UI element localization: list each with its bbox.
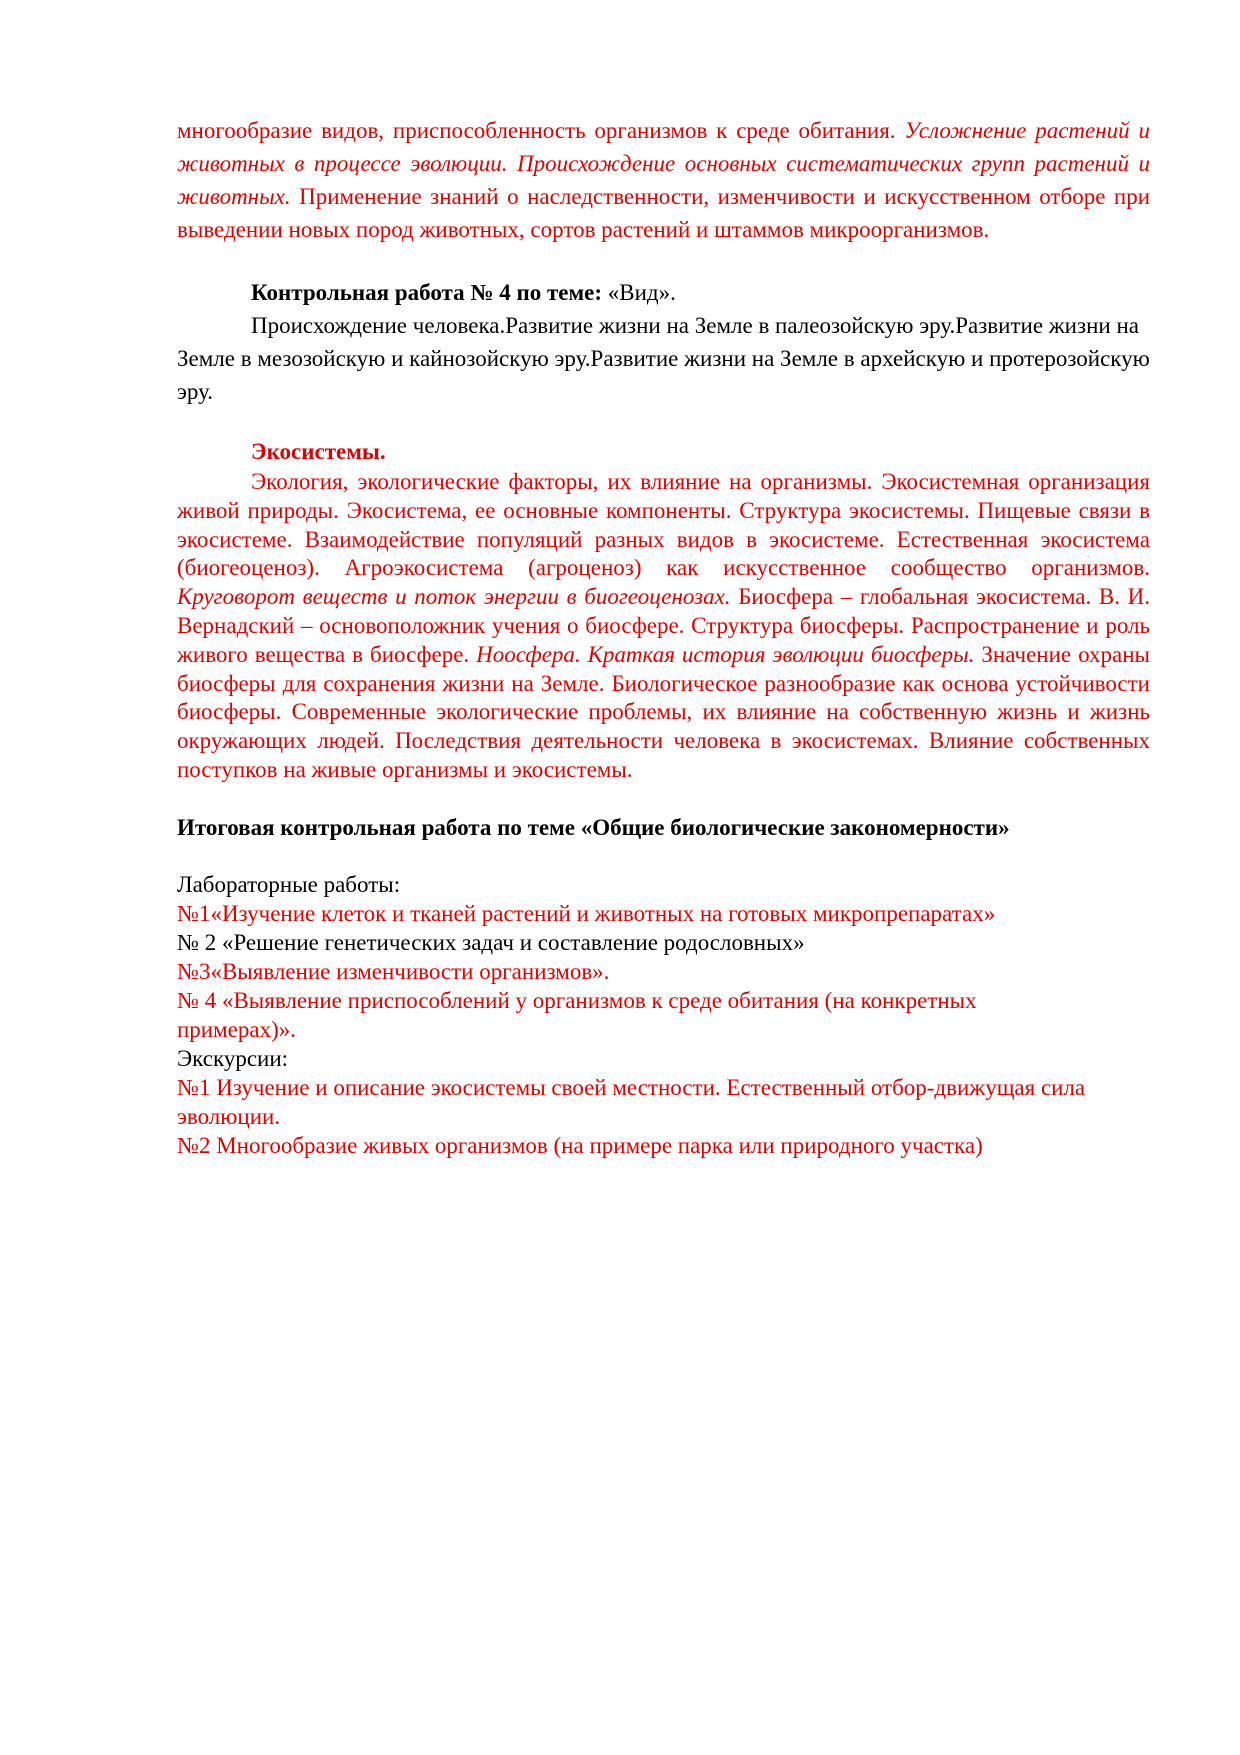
intro-text-3: Применение знаний о наследственности, изменчивости и искусственном отборе при выведении новых пород животных, сортов растений и штаммов микроорганизмов. <box>177 184 1150 242</box>
eco-text-3: Биосфера – глобальная экосистема. В. И. Вернадский – основоположник учения о биосфере. Структура биосферы. Распространение и роль живого вещества в биосфере. <box>177 584 1150 667</box>
lab-item-3: №3«Выявление изменчивости организмов». <box>177 958 610 984</box>
document-page <box>177 114 1150 1160</box>
ecosystems-heading-text: Экосистемы. <box>251 439 386 464</box>
intro-text-italic: Усложнение растений и животных в процессе эволюции. Происхождение основных систематических групп растений и животных. <box>177 118 1150 209</box>
test4-title-topic: «Вид». <box>607 280 676 305</box>
lab-item-2: № 2 «Решение генетических задач и составление родословных» <box>177 929 805 955</box>
eco-text-italic-1: Круговорот веществ и поток энергии в биогеоценозах. <box>177 584 731 610</box>
intro-paragraph <box>177 114 1150 246</box>
final-test-heading <box>177 811 1150 844</box>
eco-text-1: Экология, экологические факторы, их влияние на организмы. Экосистемная организация живой природы. Экосистема, ее основные компоненты. Структура экосистемы. Пищевые связи в экосистеме. Взаимодействие популяций разных видов в экосистеме. Естественная экосистема (биогеоценоз). Агроэкосистема (агроценоз) как искусственное сообщество организмов. <box>177 469 1150 581</box>
excursion-item-1: №1 Изучение и описание экосистемы своей местности. Естественный отбор-движущая сила эволюции. <box>177 1074 1086 1129</box>
ecosystems-paragraph <box>177 468 1150 785</box>
test4-title-bold: Контрольная работа № 4 по теме: <box>251 280 603 305</box>
final-test-text: Итоговая контрольная работа по теме «Общие биологические закономерности» <box>177 814 1010 840</box>
excursions-heading: Экскурсии: <box>177 1045 289 1071</box>
lab-item-1: №1«Изучение клеток и тканей растений и животных на готовых микропрепаратах» <box>177 900 996 926</box>
test4-body: Происхождение человека.Развитие жизни на Земле в палеозойскую эру.Развитие жизни на Земле в мезозойскую и кайнозойскую эру.Развитие жизни на Земле в архейскую и протерозойскую эру. <box>177 313 1150 404</box>
test4-title <box>177 276 1150 309</box>
intro-text-1: многообразие видов, приспособленность организмов к среде обитания. <box>177 118 896 143</box>
excursion-item-2: №2 Многообразие живых организмов (на примере парка или природного участка) <box>177 1132 983 1158</box>
eco-text-italic-2: Ноосфера. Краткая история эволюции биосферы. <box>476 641 975 667</box>
lab-item-4: № 4 «Выявление приспособлений у организмов к среде обитания (на конкретных примерах)». <box>177 987 977 1042</box>
ecosystems-heading <box>177 435 1150 468</box>
labs-heading: Лабораторные работы: <box>177 871 401 897</box>
eco-text-5: Значение охраны биосферы для сохранения жизни на Земле. Биологическое разнообразие как основа устойчивости биосферы. Современные экологические проблемы, их влияние на собственную жизнь и жизнь окружающих людей. Последствия деятельности человека в экосистемах. Влияние собственных поступков на живые организмы и экосистемы. <box>177 641 1151 782</box>
